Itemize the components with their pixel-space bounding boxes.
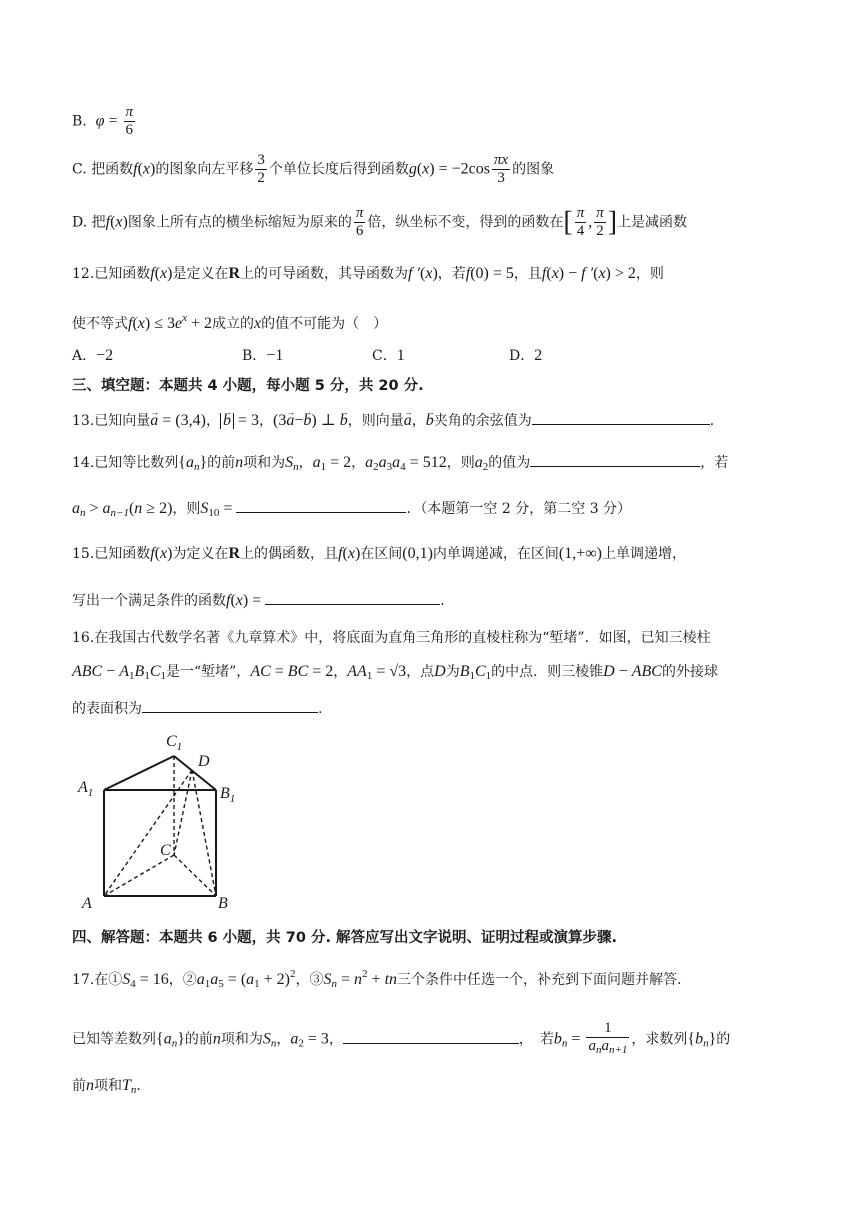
text: 是定义在 <box>172 266 229 282</box>
text: 内单调递减，在区间 <box>432 546 559 562</box>
label-b1: $B_1$ <box>220 785 236 805</box>
question-number: 16. <box>72 630 95 646</box>
text: 夹角的余弦值为 <box>433 413 532 429</box>
text: ， <box>333 664 348 680</box>
text: 在我国古代数学名著《九章算术》中，将底面为直角三角形的直棱柱称为“堑堵”．如图，已知三棱柱 <box>94 630 711 646</box>
text: 的中点．则三棱锥 <box>491 664 604 680</box>
text: ， <box>205 413 220 429</box>
text: 的图象 <box>512 161 555 178</box>
text: 成立的 <box>212 316 255 332</box>
q17-line1: 17.在$①S_4 = 16$，$②a_1a_5 = (a_1 + 2)^2$，$③S_n = n^2$ + tn三个条件中任选一个，补充到下面问题并解答. <box>72 968 682 990</box>
text: ， <box>276 1031 291 1048</box>
text: ，点 <box>406 664 435 680</box>
text: 的前 <box>184 1031 213 1048</box>
text: 的值为 <box>488 455 531 471</box>
label-c1: $C_1$ <box>166 733 183 753</box>
text: ，若 <box>437 266 466 282</box>
q11-option-b: B. φ = $\frac{\pi}{6}$ <box>72 104 134 138</box>
text: 图象上所有点的横坐标缩短为原来的 <box>127 214 352 231</box>
text: ， <box>411 413 426 429</box>
text: 上的可导函数，其导函数为 <box>240 266 409 282</box>
option-label: B. <box>72 113 87 130</box>
label-a1: $A_1$ <box>78 779 94 799</box>
condition-blank[interactable] <box>343 1029 519 1044</box>
text: 把函数 <box>91 161 134 178</box>
text: ， 若 <box>518 1031 554 1048</box>
text: 为定义在 <box>172 546 229 562</box>
text: ， <box>328 1031 343 1048</box>
fraction: $\frac{3}{2}$ <box>257 152 265 186</box>
text: ，② <box>168 972 197 988</box>
text: . <box>440 593 445 609</box>
text: ，且 <box>513 266 542 282</box>
fraction: $\frac{\pi x}{3}$ <box>493 152 509 186</box>
text: ．（本题第一空 2 分，第二空 3 分） <box>406 501 632 517</box>
option-c[interactable] <box>372 346 405 366</box>
text: 的前 <box>207 455 236 471</box>
text: . <box>709 413 715 429</box>
option-label: B． <box>242 348 267 364</box>
text: 上单调递增， <box>602 546 687 562</box>
q12-line2: 使不等式$f(x) \le 3e^x + 2$成立的x的值不可能为（ ） <box>72 312 388 332</box>
option-value: 1 <box>396 347 405 364</box>
option-label: C． <box>372 348 397 364</box>
label-c: C <box>160 842 171 859</box>
text: 的值不可能为（ ） <box>261 316 388 332</box>
text: 为 <box>445 664 460 680</box>
answer-blank[interactable] <box>265 590 440 605</box>
text: ，③ <box>295 972 324 988</box>
fraction: $\frac{\pi}{4}$ <box>576 205 585 239</box>
real-set-symbol: R <box>228 265 241 282</box>
text: 在① <box>94 972 123 988</box>
answer-blank[interactable] <box>142 698 318 713</box>
q16-line3 <box>72 698 322 719</box>
q12-options <box>72 346 792 366</box>
edge-a-c-hidden <box>104 855 174 896</box>
text: 的表面积为 <box>72 701 142 717</box>
question-number: 15. <box>72 546 95 562</box>
q16-line2: ABC − $A_1B_1C_1$是一“堑堵”，AC = BC = 2，$AA_1 = √3$，点D为$B_1C_1$的中点．则三棱锥D − ABC的外接球 <box>72 663 718 682</box>
text: 的图象向左平移 <box>155 161 254 178</box>
text: 已知等比数列 <box>94 455 179 471</box>
q17-line3: 前n项和$T_n$. <box>72 1077 141 1096</box>
text: ， <box>298 455 313 471</box>
option-label: A． <box>72 348 97 364</box>
text: 把 <box>91 214 106 231</box>
text: . <box>136 1078 141 1094</box>
text: ，则向量 <box>347 413 404 429</box>
answer-blank-2[interactable] <box>236 498 406 513</box>
option-value: 2 <box>534 347 543 364</box>
option-label: D. <box>72 214 88 231</box>
question-number: 13. <box>72 413 95 429</box>
q15-line2: 写出一个满足条件的函数f(x) = . <box>72 592 445 609</box>
text: 个单位长度后得到函数 <box>268 161 409 178</box>
text: ，求数列 <box>631 1031 688 1048</box>
option-label: D． <box>509 348 535 364</box>
text: . <box>318 701 323 717</box>
option-label: C. <box>72 161 87 178</box>
text: 是一“堑堵”， <box>165 664 251 680</box>
text: 在区间 <box>360 546 403 562</box>
text: ，则 <box>446 455 475 471</box>
answer-blank[interactable] <box>532 410 710 425</box>
text: 项和为 <box>220 1031 263 1048</box>
text: 前 <box>72 1078 86 1094</box>
q17-line2: 已知等差数列$\{a_n\}$的前n项和为$S_n$，$a_2 = 3$， ， 若$b_n$ = $\frac{1}{a_na_{n+1}}$ ，求数列$\{b_n\}$的 <box>72 1020 730 1059</box>
text: 已知函数 <box>94 266 151 282</box>
option-value: −1 <box>266 347 284 364</box>
text: 写出一个满足条件的函数 <box>72 593 226 609</box>
text: 已知向量 <box>94 413 151 429</box>
q14-line2: $a_n > a_{n-1}(n \ge 2)$，则$S_{10}$ = ．（本题第一空 2 分，第二空 3 分） <box>72 500 632 519</box>
edge-d-b-hidden <box>192 770 216 896</box>
answer-blank-1[interactable] <box>530 452 700 467</box>
q11-option-c: C. 把函数f(x)的图象向左平移 $\frac{3}{2}$ 个单位长度后得到函数g(x) = −2cos $\frac{\pi x}{3}$ 的图象 <box>72 152 555 186</box>
text: ，则 <box>172 501 201 517</box>
section-4-heading: 四、解答题：本题共 6 小题，共 70 分. 解答应写出文字说明、证明过程或演算步骤. <box>72 930 618 946</box>
fraction: $\frac{\pi}{2}$ <box>596 205 604 239</box>
real-set-symbol: R <box>228 545 241 562</box>
text: 的外接球 <box>661 664 718 680</box>
label-d: D <box>198 753 210 770</box>
fraction: $\frac{1}{a_na_{n+1}}$ <box>588 1020 628 1056</box>
text: 项和为 <box>243 455 286 471</box>
text: ， <box>351 455 366 471</box>
text: ，若 <box>700 455 729 471</box>
question-number: 12. <box>72 266 95 282</box>
text: 三个条件中任选一个，补充到下面问题并解答. <box>397 972 682 988</box>
option-value: −2 <box>96 347 114 364</box>
text: 上的偶函数，且 <box>240 546 339 562</box>
label-a: A <box>82 895 92 912</box>
text: ，则 <box>635 266 664 282</box>
text: 上是减函数 <box>617 214 688 231</box>
fraction: $\frac{\pi}{6}$ <box>355 205 364 239</box>
text: 使不等式 <box>72 316 128 332</box>
text: 已知等差数列 <box>72 1031 156 1048</box>
text: ， <box>258 413 273 429</box>
q14-line1: 14.已知等比数列$\{a_n\}$的前n项和为$S_n$，$a_1 = 2$，$a_2a_3a_4 = 512$，则$a_2$的值为 ，若 <box>72 454 729 473</box>
text: 倍，纵坐标不变，得到的函数在 <box>367 214 564 231</box>
edge-a1-c1 <box>104 756 174 790</box>
q15-line1: 15.已知函数f(x)为定义在R上的偶函数，且f(x)在区间(0,1)内单调递减，在区间(1,+∞)上单调递增， <box>72 545 687 562</box>
option-b[interactable] <box>242 346 283 366</box>
option-a[interactable] <box>72 346 113 366</box>
text: 已知函数 <box>94 546 151 562</box>
label-b: B <box>218 895 228 912</box>
fraction: $\frac{\pi}{6}$ <box>125 104 134 138</box>
question-number: 17. <box>72 972 95 988</box>
q16-line1 <box>72 628 711 648</box>
q13: 13.已知向量→ a = (3,4)，→ b = 3，(3→ a−→ b) ⊥ → b，则向量→ a，→ b夹角的余弦值为 . <box>72 410 714 431</box>
q12-line1: 12.已知函数f(x)是定义在R上的可导函数，其导函数为f ′(x)，若f(0) = 5，且f(x) − f ′(x) > 2，则 <box>72 265 664 282</box>
q11-option-d: D. 把f(x)图象上所有点的横坐标缩短为原来的 $\frac{\pi}{6}$ 倍，纵坐标不变，得到的函数在[ $\frac{\pi}{4}$ , $\frac{\pi}{2}$ ]上是减函数 <box>72 205 688 239</box>
option-d[interactable] <box>509 346 542 366</box>
question-number: 14. <box>72 455 95 471</box>
text: 项和 <box>94 1078 122 1094</box>
text: 的 <box>716 1031 731 1048</box>
prism-figure <box>72 722 252 914</box>
section-3-heading: 三、填空题：本题共 4 小题，每小题 5 分，共 20 分. <box>72 378 424 394</box>
